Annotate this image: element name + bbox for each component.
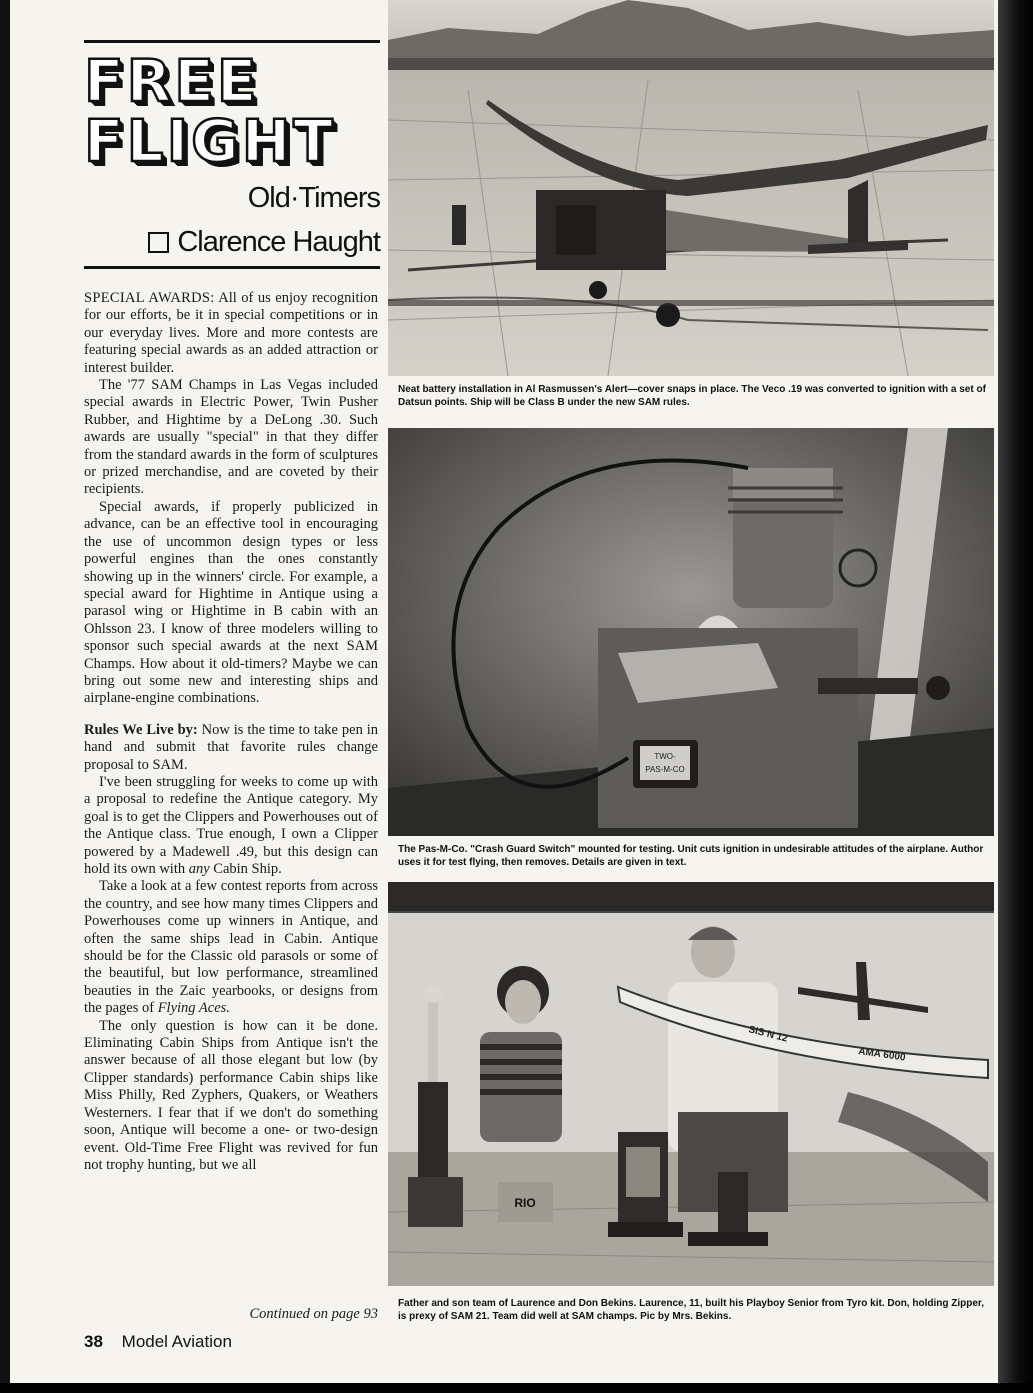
section-lead-rules: Rules We Live by:: [84, 721, 198, 738]
author-name: Clarence Haught: [177, 226, 380, 258]
paragraph: SPECIAL AWARDS: All of us enjoy recognition for our efforts, be it in special competitions or in our everyday lives. More and more contests are featuring special awards as an added attraction or interest builder.: [84, 290, 379, 376]
photo-bekins-team: [388, 882, 994, 1286]
paragraph: I've been struggling for weeks to come up with a proposal to redefine the Antique category. My goal is to get the Clippers and Powerhouses out of the Antique class. True enough, I own a Clipper powered by a Madewell .49, but this design can hold its own with any Cabin Ship.: [84, 773, 378, 877]
page-right-edge: [998, 0, 1033, 1393]
checkbox-square-icon: [148, 232, 169, 253]
paragraph: Rules We Live by: Now is the time to take pen in hand and submit that favorite rules change proposal to SAM.: [84, 721, 378, 773]
title-free: FREE: [84, 47, 260, 115]
byline: [84, 226, 380, 259]
continued-note: Continued on page 93: [249, 1306, 378, 1322]
paragraph: Take a look at a few contest reports from across the country, and see how many times Clippers and Powerhouses come up winners in Antique, and often the same ships lead in Cabin. Antique should be for the Classic old parasols or some of the beautiful, but low performance, streamlined beauties in the Zaic yearbooks, or designs from the pages of Flying Aces.: [84, 878, 378, 1017]
trophy-label: RIO: [514, 1196, 536, 1210]
page-bottom-edge: [0, 1383, 1033, 1393]
paragraph: The '77 SAM Champs in Las Vegas included special awards in Electric Power, Twin Pusher Rubber, and Hightime by a DeLong .30. Such awards are usually "special" in that they differ from the standard awards in the form of sculptures or prized merchandise, and are coveted by their recipients.: [84, 377, 378, 498]
column-subtitle: Old·Timers: [247, 182, 380, 214]
title-flight: FLIGHT: [84, 107, 336, 175]
wing-marking-2: AMA 6000: [857, 1046, 907, 1064]
article-body: [84, 290, 378, 1325]
caption-photo-1: Neat battery installation in Al Rasmussen's Alert—cover snaps in place. The Veco .19 was converted to ignition with a set of Datsun points. Ship will be Class B under the new SAM rules.: [398, 384, 986, 408]
section-lead-special-awards: SPECIAL AWARDS:: [84, 290, 215, 306]
page-footer: [84, 1332, 232, 1352]
photo-alert-airplane: [388, 0, 994, 376]
title-bottom-rule: [84, 266, 380, 269]
paragraph: The only question is how can it be done. Eliminating Cabin Ships from Antique isn't the answer because of all those elegant but low (by Clipper standards) performance Cabin ships like Miss Philly, Red Zyphers, Quakers, or Weathers Westerners. I fear that if we don't do something soon, Antique will become a one- or two-design event. Old-Time Free Flight was revived for fun not trophy hunting, but we all: [84, 1017, 378, 1173]
magazine-page: [10, 0, 1000, 1383]
title-top-rule: [84, 40, 380, 43]
caption-photo-2: The Pas-M-Co. "Crash Guard Switch" mounted for testing. Unit cuts ignition in undesirable attitudes of the airplane. Author uses it for test flying, then removes. Details are given in text.: [398, 844, 984, 868]
magazine-name: Model Aviation: [121, 1332, 232, 1351]
caption-photo-3: Father and son team of Laurence and Don Bekins. Laurence, 11, built his Playboy Senior from Tyro kit. Don, holding Zipper, is prexy of SAM 21. Team did well at SAM champs. Pic by Mrs. Bekins.: [398, 1298, 985, 1322]
switch-label-2: PAS-M-CO: [645, 765, 685, 774]
photo-crash-guard-switch: [388, 428, 994, 836]
paragraph: Special awards, if properly publicized in advance, can be an effective tool in encouraging the use of uncommon design types or less powerful engines than the ones constantly showing up in the winners' circle. For example, a special award for Hightime in Antique using a parasol wing or Hightime in B cabin with an Ohlsson 23. I know of three modelers willing to sponsor such special awards at the next SAM Champs. How about it old-timers? Maybe we can bring out some new and interesting ships and airplane-engine combinations.: [84, 498, 378, 707]
switch-label-1: TWO-: [654, 752, 676, 761]
wing-marking-1: SIS N 12: [747, 1024, 789, 1045]
page-number: 38: [84, 1332, 103, 1351]
